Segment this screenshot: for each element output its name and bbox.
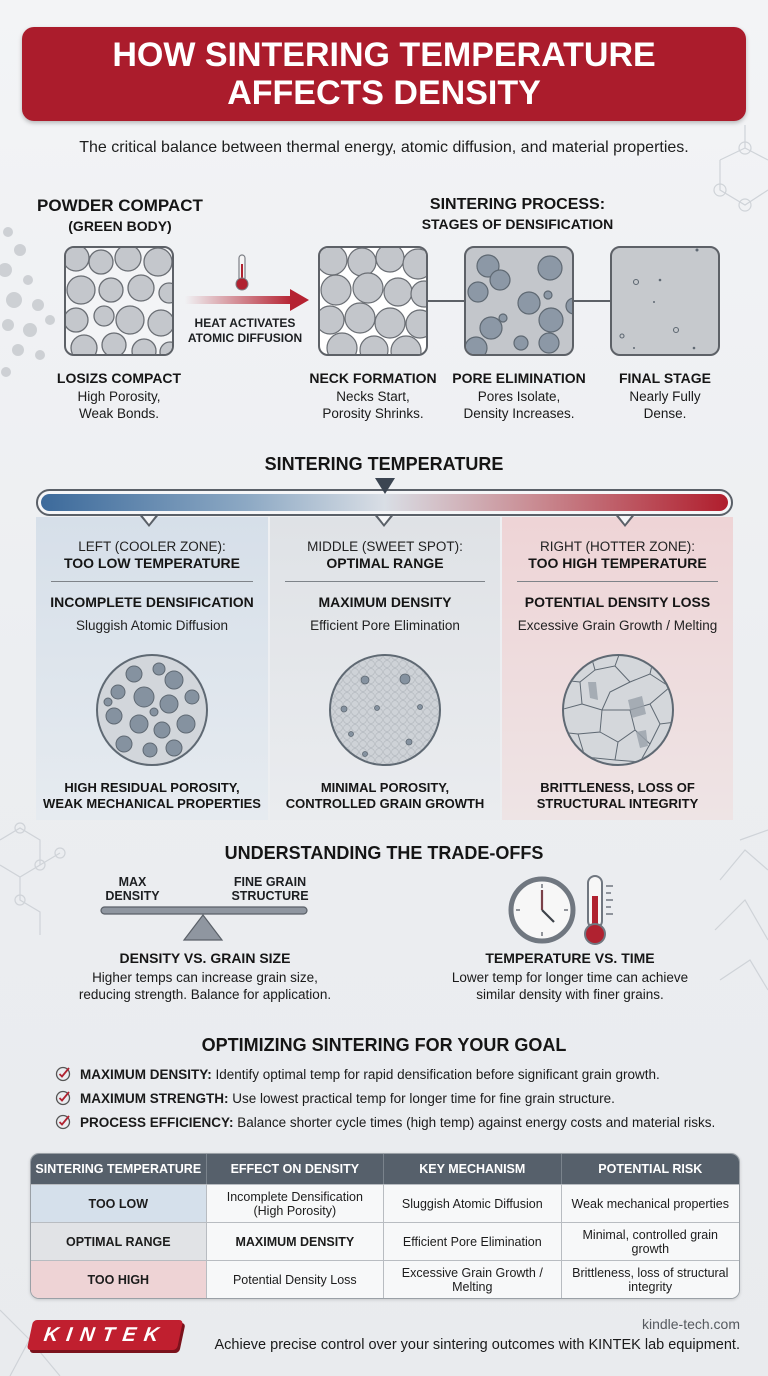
final-stage-diagram — [610, 246, 720, 356]
balance-scale-icon — [100, 906, 310, 942]
tradeoff-temp-time: TEMPERATURE VS. TIME Lower temp for longer time can achieve similar density with finer grains. — [451, 950, 689, 1002]
summary-table — [30, 1153, 740, 1299]
thermometer-icon — [584, 874, 618, 946]
table-row: OPTIMAL RANGE MAXIMUM DENSITY Efficient Pore Elimination Minimal, controlled grain growth — [31, 1222, 739, 1260]
check-circle-icon — [55, 1114, 71, 1130]
title-line-2: AFFECTS DENSITY — [227, 74, 541, 112]
zone-too-low: LEFT (COOLER ZONE): TOO LOW TEMPERATURE INCOMPLETE DENSIFICATION Sluggish Atomic Diffusion HIGH RESIDUAL POROSITY, WEAK MECHANICAL PROPERTIES — [36, 517, 268, 820]
green-body-desc: High Porosity, Weak Bonds. — [77, 389, 161, 421]
goal-item: MAXIMUM STRENGTH: Use lowest practical temp for longer time for fine grain structure. — [55, 1090, 615, 1106]
thermometer-icon — [234, 254, 250, 292]
subtitle: The critical balance between thermal energy, atomic diffusion, and material properties. — [79, 139, 689, 156]
stage-connector — [428, 300, 464, 302]
green-body-label: LOSIZS COMPACT — [56, 370, 182, 386]
check-circle-icon — [55, 1066, 71, 1082]
table-row: TOO LOW Incomplete Densification (High Porosity) Sluggish Atomic Diffusion Weak mechanical properties — [31, 1184, 739, 1222]
kintek-logo: KINTEK — [27, 1320, 183, 1350]
temperature-pointer-icon — [375, 478, 395, 494]
heat-arrow-label: HEAT ACTIVATES ATOMIC DIFFUSION — [187, 316, 303, 345]
pore-elimination-diagram — [464, 246, 574, 356]
scale-right-label: FINE GRAIN STRUCTURE — [231, 875, 309, 903]
neck-formation-diagram — [318, 246, 428, 356]
neck-particles-icon — [320, 248, 428, 356]
zone-optimal: MIDDLE (SWEET SPOT): OPTIMAL RANGE MAXIMUM DENSITY Efficient Pore Elimination MINIMAL POROSITY, CONTROLLED GRAIN GROWTH — [270, 517, 500, 820]
temperature-heading: SINTERING TEMPERATURE — [264, 454, 504, 474]
title-line-1: HOW SINTERING TEMPERATURE — [112, 36, 656, 74]
goal-item: MAXIMUM DENSITY: Identify optimal temp for rapid densification before significant grain growth. — [55, 1066, 660, 1082]
coarse-grain-microstructure-icon — [560, 652, 676, 768]
tradeoff-density-grain: DENSITY VS. GRAIN SIZE Higher temps can increase grain size, reducing strength. Balance for application. — [78, 950, 332, 1002]
tradeoffs-heading: UNDERSTANDING THE TRADE-OFFS — [224, 843, 544, 863]
stage-neck-formation: NECK FORMATION Necks Start, Porosity Shrinks. — [309, 370, 437, 421]
goals-heading: OPTIMIZING SINTERING FOR YOUR GOAL — [201, 1035, 567, 1055]
green-body-heading: POWDER COMPACT (GREEN BODY) — [37, 196, 203, 234]
clock-icon — [508, 876, 576, 944]
website-link[interactable]: kindle-tech.com — [641, 1316, 740, 1332]
fine-grain-microstructure-icon — [327, 652, 443, 768]
stage-final: FINAL STAGE Nearly Fully Dense. — [618, 370, 712, 421]
zone-optimal-result: MINIMAL POROSITY, CONTROLLED GRAIN GROWTH — [285, 780, 485, 811]
dense-solid-icon — [612, 248, 720, 356]
column-header: EFFECT ON DENSITY — [207, 1154, 384, 1184]
goal-item: PROCESS EFFICIENCY: Balance shorter cycle times (high temp) against energy costs and material risks. — [55, 1114, 715, 1130]
green-body-diagram — [64, 246, 174, 356]
heat-arrow-icon — [185, 288, 310, 312]
high-porosity-microstructure-icon — [94, 652, 210, 768]
check-circle-icon — [55, 1090, 71, 1106]
footer-tagline: Achieve precise control over your sintering outcomes with KINTEK lab equipment. — [214, 1337, 740, 1353]
scale-left-label: MAX DENSITY — [105, 875, 160, 903]
stage-connector — [574, 300, 610, 302]
loose-particles-icon — [66, 248, 174, 356]
column-header: SINTERING TEMPERATURE — [31, 1154, 207, 1184]
zone-too-high-result: BRITTLENESS, LOSS OF STRUCTURAL INTEGRITY — [536, 780, 699, 811]
title-banner — [22, 27, 746, 121]
zone-too-high: RIGHT (HOTTER ZONE): TOO HIGH TEMPERATURE POTENTIAL DENSITY LOSS Excessive Grain Growth / Melting BRITTLENESS, LOSS OF STRUCTURAL INTEGRITY — [502, 517, 733, 820]
sintering-process-heading: SINTERING PROCESS: STAGES OF DENSIFICATION — [421, 196, 614, 232]
table-header-row — [31, 1154, 739, 1184]
stage-pore-elimination: PORE ELIMINATION Pores Isolate, Density Increases. — [452, 370, 586, 421]
isolated-pores-icon — [466, 248, 574, 356]
column-header: KEY MECHANISM — [384, 1154, 561, 1184]
column-header: POTENTIAL RISK — [562, 1154, 739, 1184]
zone-too-low-result: HIGH RESIDUAL POROSITY, WEAK MECHANICAL PROPERTIES — [43, 780, 261, 811]
table-row: TOO HIGH Potential Density Loss Excessive Grain Growth / Melting Brittleness, loss of structural integrity — [31, 1260, 739, 1298]
